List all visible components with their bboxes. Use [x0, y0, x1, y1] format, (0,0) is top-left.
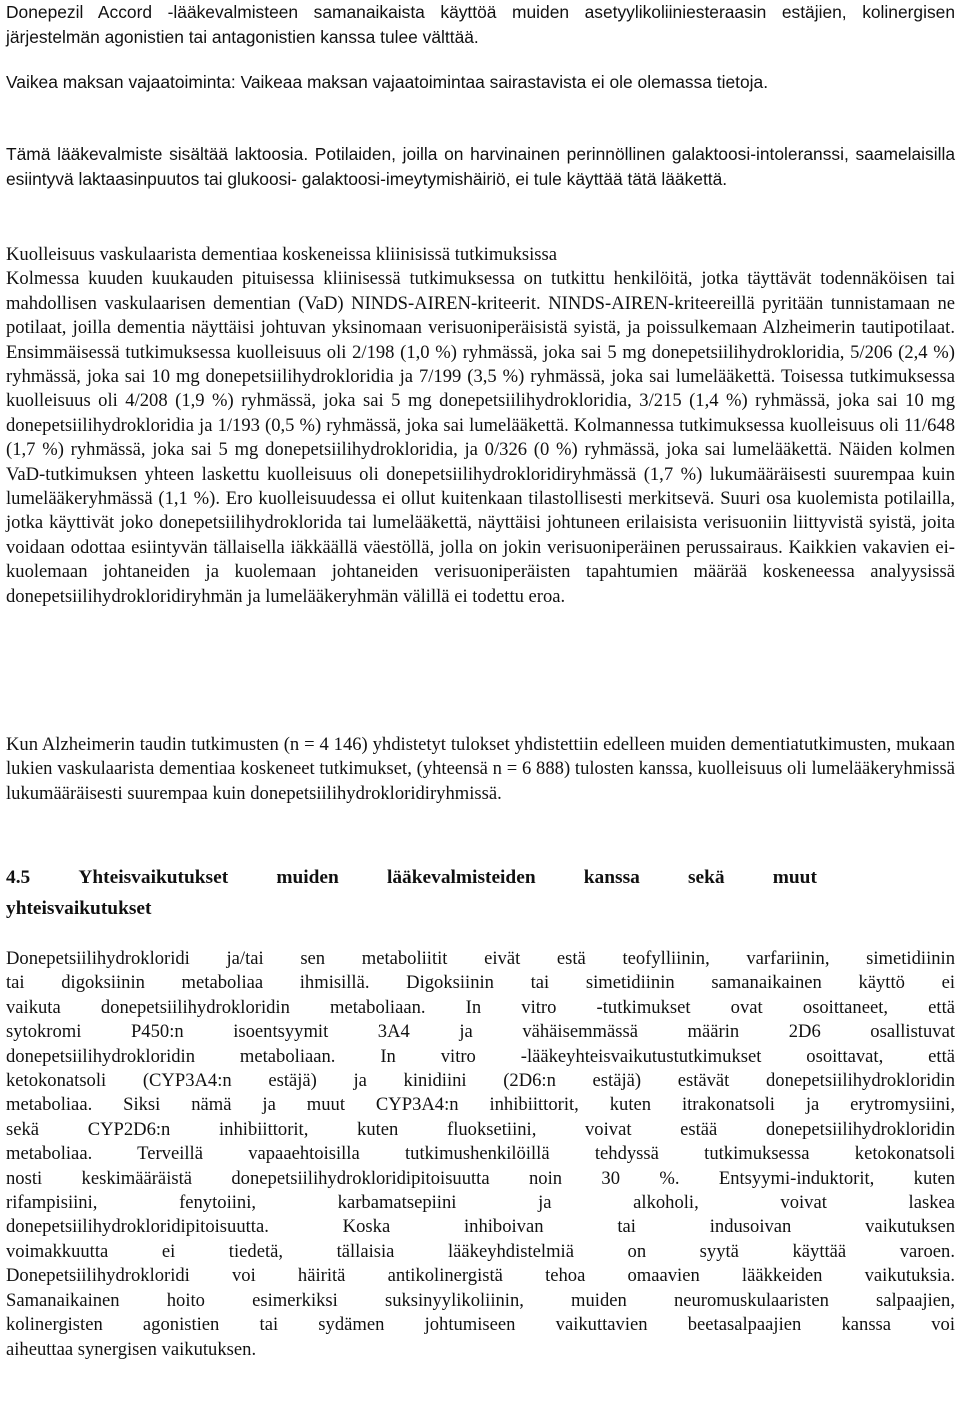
heading-word: kanssa [583, 867, 640, 888]
heading-number: 4.5 [6, 867, 31, 888]
interactions-line: vaikuta donepetsiilihydrokloridin metaboliaan. In vitro -tutkimukset ovat osoittaneet, että [6, 996, 955, 1018]
interactions-line: rifampisiini, fenytoiini, karbamatsepiini ja alkoholi, voivat laskea [6, 1192, 955, 1214]
interactions-line: kolinergisten agonistien tai sydämen johtumiseen vaikuttavien beetasalpaajien kanssa voi [6, 1314, 955, 1336]
paragraph-interactions [6, 947, 955, 1362]
heading-line-2: yhteisvaikutukset [6, 898, 152, 919]
heading-line-1 [6, 862, 817, 893]
interactions-line: nosti keskimääräistä donepetsiilihydrokloridipitoisuutta noin 30 %. Entsyymi-induktorit, kuten [6, 1167, 955, 1189]
interactions-line: tai digoksiinin metaboliaa ihmisillä. Digoksiinin tai simetidiinin samanaikainen käyttö ei [6, 972, 955, 994]
paragraph-lactose-warning: Tämä lääkevalmiste sisältää laktoosia. Potilaiden, joilla on harvinainen perinnöllinen galaktoosi-intoleranssi, saamelaisilla esiintyvä laktaasinpuutos tai glukoosi- galaktoosi-imeytymishäiriö, ei tule käyttää tätä lääkettä. [6, 144, 955, 189]
paragraph-hepatic-impairment: Vaikea maksan vajaatoiminta: Vaikeaa maksan vajaatoimintaa sairastavista ei ole olemassa tietoja. [6, 72, 769, 92]
paragraph-combined-results: Kun Alzheimerin taudin tutkimusten (n = 4 146) yhdistetyt tulokset yhdistettiin edelleen muiden dementiatutkimusten, mukaan lukien vaskulaarista dementiaa koskeneet tutkimukset, (yhteensä n = 6 888) tulosten kanssa, kuolleisuus oli lumelääkeryhmissä lukumääräisesti suurempaa kuin donepetsiilihydrokloridiryhmissä. [6, 734, 955, 804]
interactions-line: Samanaikainen hoito esimerkiksi suksinyylikoliinin, muiden neuromuskulaaristen salpaajien, [6, 1289, 955, 1311]
interactions-line: aiheuttaa synergisen vaikutuksen. [6, 1338, 257, 1360]
paragraph-concomitant-use: Donepezil Accord -lääkevalmisteen samanaikaista käyttöä muiden asetyylikoliiniesteraasin estäjien, kolinergisen järjestelmän agonistien tai antagonistien kanssa tulee välttää. [6, 2, 955, 47]
interactions-line: sytokromi P450:n isoentsyymit 3A4 ja vähäisemmässä määrin 2D6 osallistuvat [6, 1021, 955, 1043]
heading-word: muut [772, 867, 817, 888]
interactions-line: Donepetsiilihydrokloridi voi häiritä antikolinergistä tehoa omaavien lääkkeiden vaikutuksia. [6, 1265, 955, 1287]
interactions-line: ketokonatsoli (CYP3A4:n estäjä) ja kinidiini (2D6:n estäjä) estävät donepetsiilihydrokloridin [6, 1070, 955, 1092]
interactions-line: donepetsiilihydrokloridipitoisuutta. Koska inhiboivan tai indusoivan vaikutuksen [6, 1216, 955, 1238]
interactions-line: donepetsiilihydrokloridin metaboliaan. In vitro -lääkeyhteisvaikutustutkimukset osoittavat, että [6, 1045, 955, 1067]
heading-word: sekä [687, 867, 725, 888]
interactions-line: Donepetsiilihydrokloridi ja/tai sen metaboliitit eivät estä teofylliinin, varfariinin, simetidiinin [6, 948, 955, 969]
interactions-line: metaboliaa. Terveillä vapaaehtoisilla tutkimushenkilöillä tehdyssä tutkimuksessa ketokonatsoli [6, 1143, 955, 1165]
mortality-body: Kolmessa kuuden kuukauden pituisessa kliinisessä tutkimuksessa on tutkittu henkilöitä, jotka täyttävät todennäköisen tai mahdollisen vaskulaarisen dementian (VaD) NINDS-AIREN-kriteerit. NINDS-AIREN-kriteereillä pyritään tunnistamaan ne potilaat, joilla dementia näyttäisi johtuvan yksinomaan verisuoniperäisistä syistä, ja poissulkemaan Alzheimerin tautipotilaat. Ensimmäisessä tutkimuksessa kuolleisuus oli 2/198 (1,0 %) ryhmässä, joka sai 5 mg donepetsiilihydrokloridia, 5/206 (2,4 %) ryhmässä, joka sai 10 mg donepetsiilihydrokloridia ja 7/199 (3,5 %) ryhmässä, joka sai lumelääkettä. Toisessa tutkimuksessa kuolleisuus oli 4/208 (1,9 %) ryhmässä, joka sai 5 mg donepetsiilihydrokloridia, 3/215 (1,4 %) ryhmässä, joka sai 10 mg donepetsiilihydrokloridia ja 1/193 (0,5 %) ryhmässä, joka sai lumelääkettä. Kolmannessa tutkimuksessa kuolleisuus oli 11/648 (1,7 %) ryhmässä, joka sai 5 mg donepetsiilihydrokloridia, ja 0/326 (0 %) ryhmässä, joka sai lumelääkettä. Näiden kolmen VaD-tutkimuksen yhteen laskettu kuolleisuus oli donepetsiilihydrokloridiryhmässä (1,7 %) lukumääräisesti suurempaa kuin lumelääkeryhmässä (1,1 %). Ero kuolleisuudessa ei ollut kuitenkaan tilastollisesti merkitsevä. Suuri osa kuolemista potilailla, jotka käyttivät joko donepetsiilihydroklorida tai lumelääkettä, näyttäisi johtuneen erilaisista verisuoniin liittyvistä syistä, joita voidaan odottaa esiintyvän tällaisella iäkkäällä väestöllä, jolla on jokin verisuoniperäinen perussairaus. Kaikkien vakavien ei-kuolemaan johtaneiden ja kuolemaan johtaneiden verisuoniperäisten tapahtumien määrää koskeneessa analyysissä donepetsiilihydrokloridiryhmän ja lumelääkeryhmän välillä ei todettu eroa. [6, 268, 955, 607]
heading-word: muiden [276, 867, 339, 888]
section-vascular-dementia-mortality [6, 243, 955, 609]
interactions-line: metaboliaa. Siksi nämä ja muut CYP3A4:n inhibiittorit, kuten itrakonatsoli ja erytromysiini, [6, 1094, 955, 1116]
interactions-line: voimakkuutta ei tiedetä, tällaisia lääkeyhdistelmiä on syytä käyttää varoen. [6, 1240, 955, 1262]
heading-word: lääkevalmisteiden [386, 867, 536, 888]
heading-word: Yhteisvaikutukset [78, 867, 229, 888]
interactions-line: sekä CYP2D6:n inhibiittorit, kuten fluoksetiini, voivat estää donepetsiilihydrokloridin [6, 1118, 955, 1140]
section-heading-4-5 [6, 862, 955, 924]
mortality-subheading: Kuolleisuus vaskulaarista dementiaa koskeneissa kliinisissä tutkimuksissa [6, 244, 558, 265]
